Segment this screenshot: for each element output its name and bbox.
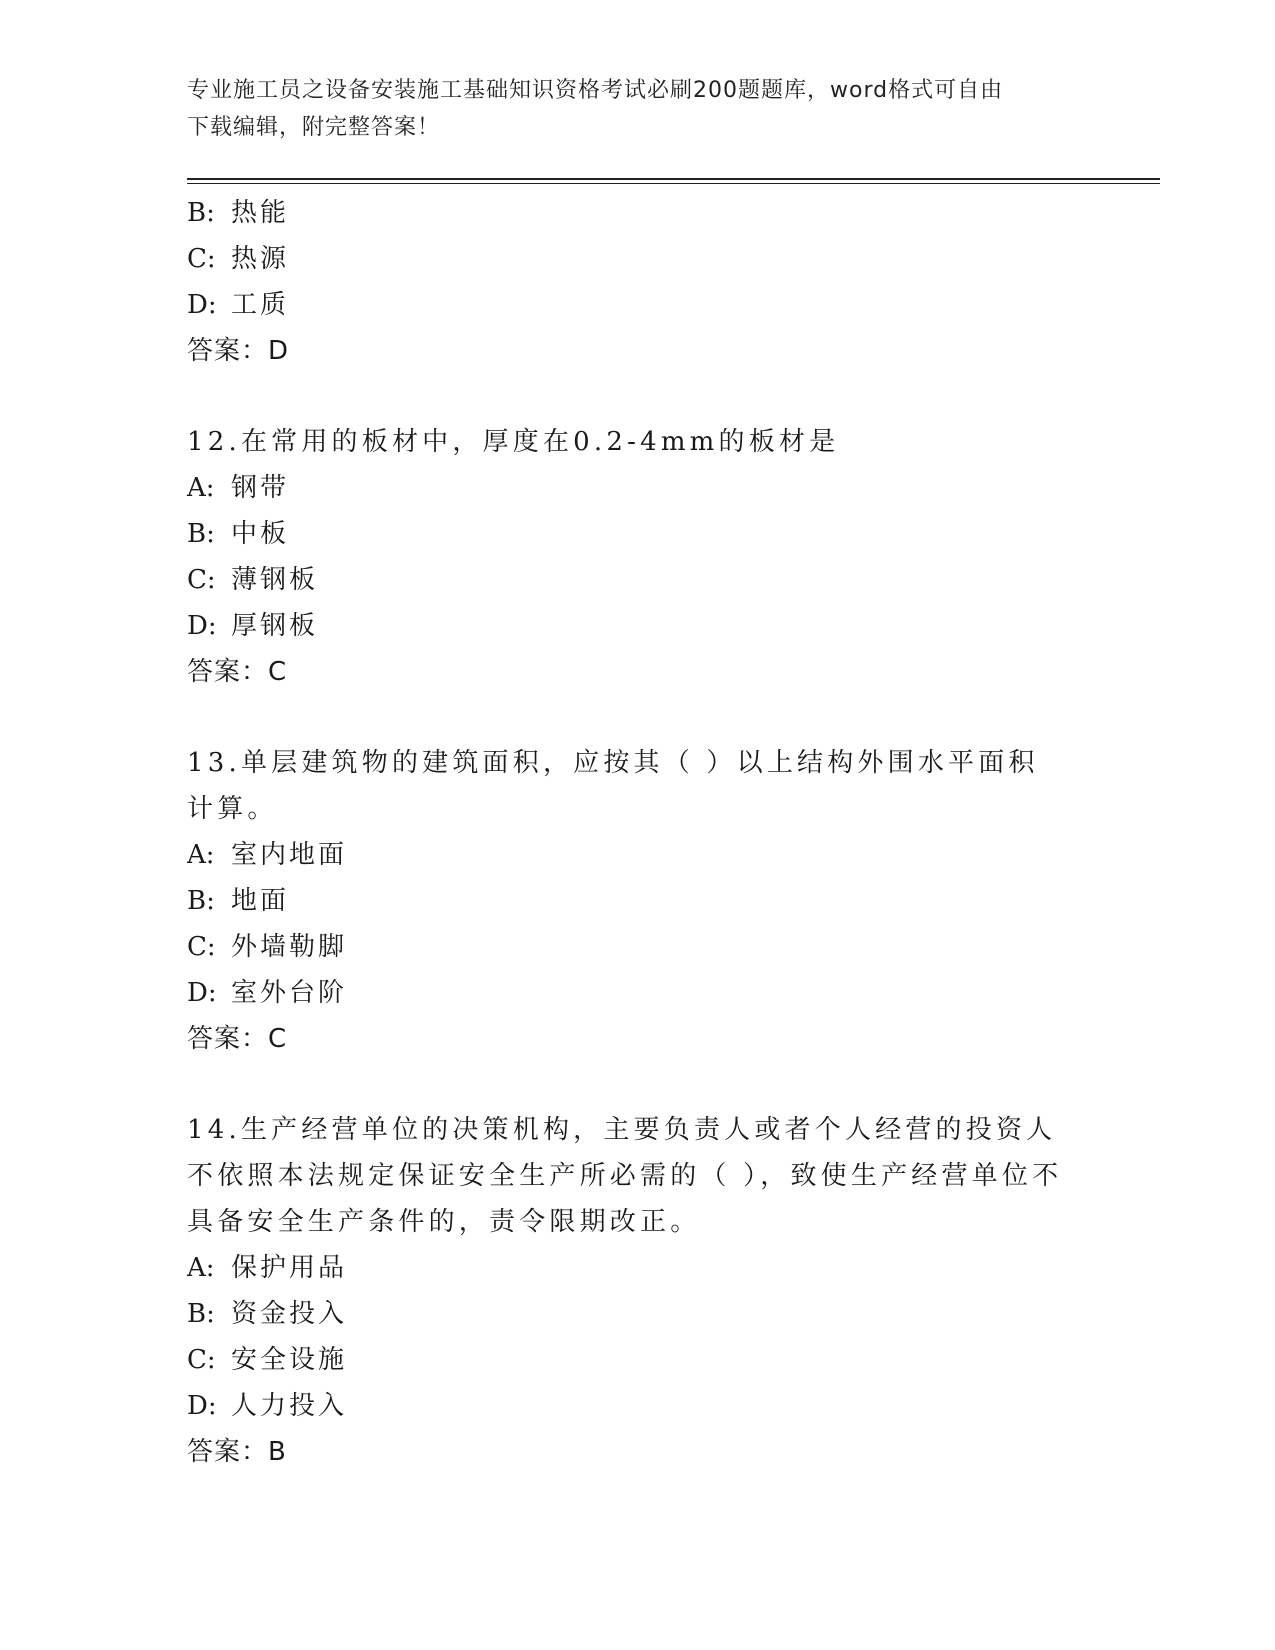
spacer [187, 374, 1087, 419]
option-text: 钢带 [231, 473, 290, 503]
option-b: B: 中板 [187, 519, 290, 549]
document-body [187, 190, 1087, 1475]
option-text: 厚钢板 [231, 611, 319, 641]
header-line-1: 专业施工员之设备安装施工基础知识资格考试必刷200题题库，word格式可自由 [187, 78, 1004, 103]
question-text: 12.在常用的板材中，厚度在0.2-4mm的板材是 [187, 427, 840, 457]
option-text: 安全设施 [231, 1345, 348, 1375]
option-d: D: 室外台阶 [187, 978, 348, 1008]
option-text: 中板 [231, 519, 290, 549]
question-14 [187, 1107, 1087, 1475]
option-text: 地面 [231, 886, 290, 916]
option-b: B: 地面 [187, 886, 290, 916]
question-11-partial [187, 190, 1087, 374]
header-divider-thick [187, 178, 1160, 180]
option-b: B: 热能 [187, 198, 290, 228]
option-text: 薄钢板 [231, 565, 319, 595]
option-text: 外墙勒脚 [231, 932, 348, 962]
option-text: 室内地面 [231, 840, 348, 870]
question-12 [187, 419, 1087, 695]
answer: 答案：B [187, 1437, 287, 1467]
option-text: 热源 [231, 244, 290, 274]
answer: 答案：C [187, 1024, 288, 1054]
option-c: C: 热源 [187, 244, 290, 274]
option-a: A: 钢带 [187, 473, 290, 503]
answer: 答案：C [187, 657, 288, 687]
option-c: C: 外墙勒脚 [187, 932, 348, 962]
option-c: C: 薄钢板 [187, 565, 319, 595]
option-text: 人力投入 [231, 1391, 348, 1421]
option-text: 保护用品 [231, 1253, 348, 1283]
answer: 答案：D [187, 336, 290, 366]
option-text: 资金投入 [231, 1299, 348, 1329]
option-text: 工质 [231, 290, 290, 320]
question-text: 14.生产经营单位的决策机构，主要负责人或者个人经营的投资人不依照本法规定保证安全生产所必需的（ ），致使生产经营单位不具备安全生产条件的，责令限期改正。 [187, 1115, 1063, 1237]
option-text: 热能 [231, 198, 290, 228]
question-text: 13.单层建筑物的建筑面积，应按其（ ）以上结构外围水平面积计算。 [187, 748, 1039, 824]
option-a: A: 室内地面 [187, 840, 348, 870]
header-divider-thin [187, 183, 1160, 184]
question-13 [187, 740, 1087, 1062]
option-d: D: 工质 [187, 290, 290, 320]
option-b: B: 资金投入 [187, 1299, 348, 1329]
option-c: C: 安全设施 [187, 1345, 348, 1375]
header-line-2: 下载编辑，附完整答案！ [187, 115, 441, 140]
spacer [187, 1062, 1087, 1107]
option-text: 室外台阶 [231, 978, 348, 1008]
spacer [187, 695, 1087, 740]
option-d: D: 人力投入 [187, 1391, 348, 1421]
option-d: D: 厚钢板 [187, 611, 319, 641]
option-a: A: 保护用品 [187, 1253, 348, 1283]
document-header [187, 72, 1067, 146]
